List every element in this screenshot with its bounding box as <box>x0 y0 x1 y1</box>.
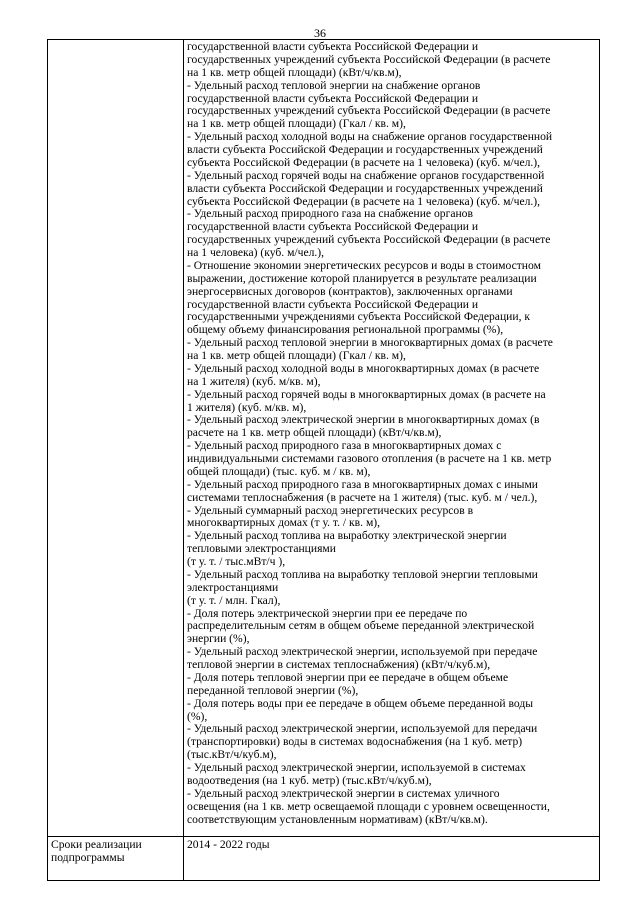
indicator-text-line: государственных учреждений субъекта Российской Федерации (в расчете <box>187 233 551 247</box>
indicator-text-line: государственной власти субъекта Российской Федерации и <box>187 40 479 53</box>
indicator-text-line: - Удельный расход тепловой энергии в многоквартирных домах (в расчете <box>187 336 553 350</box>
indicator-text-line: - Удельный расход тепловой энергии на снабжение органов <box>187 78 481 92</box>
indicator-text-line: системами теплоснабжения (в расчете на 1 жителя) (тыс. куб. м / чел.), <box>187 490 538 504</box>
indicator-text-line: - Удельный расход электрической энергии в многоквартирных домах (в <box>187 413 540 427</box>
indicator-text-line: власти субъекта Российской Федерации и государственных учреждений <box>187 143 543 156</box>
indicator-text-line: - Удельный расход холодной воды в многоквартирных домах (в расчете <box>187 361 540 375</box>
indicator-text-line: (транспортировки) воды в системах водоснабжения (на 1 куб. метр) <box>187 735 523 749</box>
indicator-text-line: (т у. т. / млн. Гкал), <box>187 593 281 607</box>
indicator-text-line: 1 жителя) (куб. м/кв. м), <box>187 400 307 414</box>
indicator-text-line: государственной власти субъекта Российской Федерации и <box>187 91 479 105</box>
indicator-text-line: субъекта Российской Федерации (в расчете на 1 человека) (куб. м/чел.), <box>187 155 541 169</box>
indicator-text-line: государственной власти субъекта Российской Федерации и <box>187 297 479 311</box>
indicator-text-line: - Удельный расход топлива на выработку тепловой энергии тепловыми <box>187 567 538 581</box>
column-divider <box>183 40 184 880</box>
indicator-text-line: (%), <box>187 709 208 723</box>
indicator-text-line: на 1 кв. метр общей площади) (Гкал / кв. м), <box>187 349 406 362</box>
indicator-text-line: на 1 кв. метр общей площади) (кВт/ч/кв.м), <box>187 65 402 79</box>
indicator-text-line: - Удельный расход электрической энергии в системах уличного <box>187 786 500 800</box>
indicator-text-line: соответствующим установленным нормативам) (кВт/ч/кв.м). <box>187 812 488 826</box>
indicator-text-line: государственными учреждениями субъекта Российской Федерации, к <box>187 310 530 324</box>
indicator-text-line: - Удельный расход природного газа в многоквартирных домах с <box>187 439 502 453</box>
indicator-text-line: субъекта Российской Федерации (в расчете на 1 человека) (куб. м/чел.), <box>187 194 541 208</box>
indicator-text-line: общему объему финансирования региональной программы (%), <box>187 323 504 337</box>
indicator-text-line: (т у. т. / тыс.мВт/ч ), <box>187 555 286 568</box>
indicator-text-line: - Доля потерь электрической энергии при ее передаче по <box>187 606 468 620</box>
indicator-text-line: энергии (%), <box>187 632 250 646</box>
indicator-text-line: водоотведения (на 1 куб. метр) (тыс.кВт/ч/куб.м), <box>187 773 432 787</box>
row-value-cell: 2014 - 2022 годы <box>187 838 270 851</box>
indicator-text-line: - Удельный расход горячей воды в многоквартирных домах (в расчете на <box>187 387 546 401</box>
page-number: 36 <box>314 26 326 40</box>
indicator-text-line: государственной власти субъекта Российской Федерации и <box>187 220 479 234</box>
indicator-text-line: тепловыми электростанциями <box>187 542 336 556</box>
indicator-text-line: распределительным сетям в общем объеме переданной электрической <box>187 619 535 633</box>
row-divider <box>48 836 599 837</box>
indicator-text-line: индивидуальными системами газового отопления (в расчете на 1 кв. метр <box>187 452 552 465</box>
indicator-text-line: (тыс.кВт/ч/куб.м), <box>187 748 277 762</box>
indicator-text-line: - Доля потерь воды при ее передаче в общем объеме переданной воды <box>187 696 534 710</box>
indicator-text-line: на 1 кв. метр общей площади) (Гкал / кв. м), <box>187 117 406 131</box>
indicator-text-line: - Удельный расход электрической энергии, используемой при передаче <box>187 645 538 659</box>
indicator-text-line: государственных учреждений субъекта Российской Федерации (в расчете <box>187 52 551 66</box>
program-table <box>47 39 600 881</box>
indicators-cell <box>187 41 599 826</box>
indicator-text-line: - Отношение экономии энергетических ресурсов и воды в стоимостном <box>187 258 541 272</box>
indicator-text-line: государственных учреждений субъекта Российской Федерации (в расчете <box>187 104 551 118</box>
indicator-text-line: - Удельный расход электрической энергии, используемой для передачи <box>187 722 538 736</box>
indicator-text-line: - Удельный расход топлива на выработку электрической энергии <box>187 529 507 543</box>
indicator-text-line: энергосервисных договоров (контрактов), заключенных органами <box>187 284 513 298</box>
indicator-text-line: - Удельный расход холодной воды на снабжение органов государственной <box>187 130 553 144</box>
indicator-text-line: переданной тепловой энергии (%), <box>187 683 359 697</box>
indicator-text-line: на 1 человека) (куб. м/чел.), <box>187 246 325 259</box>
indicator-text-line: освещения (на 1 кв. метр освещаемой площади с уровнем освещенности, <box>187 799 550 813</box>
indicator-text-line: многоквартирных домах (т у. т. / кв. м), <box>187 516 381 530</box>
indicator-text-line: власти субъекта Российской Федерации и государственных учреждений <box>187 181 543 195</box>
row-label-line: подпрограммы <box>51 850 125 864</box>
indicator-text-line: расчете на 1 кв. метр общей площади) (кВт/ч/кв.м), <box>187 426 442 440</box>
indicator-text-line: общей площади) (тыс. куб. м / кв. м), <box>187 464 371 478</box>
indicator-text-line: тепловой энергии в системах теплоснабжения) (кВт/ч/куб.м), <box>187 658 491 671</box>
indicator-text-line: - Удельный расход природного газа на снабжение органов <box>187 207 473 221</box>
indicator-text-line: электростанциями <box>187 580 279 594</box>
indicator-text-line: - Удельный суммарный расход энергетических ресурсов в <box>187 503 474 517</box>
indicator-text-line: выражении, достижение которой планируется в результате реализации <box>187 271 537 285</box>
indicator-text-line: - Удельный расход электрической энергии, используемой в системах <box>187 761 526 774</box>
row-label-cell <box>51 839 181 865</box>
indicator-text-line: - Удельный расход горячей воды на снабжение органов государственной <box>187 168 545 182</box>
indicator-text-line: на 1 жителя) (куб. м/кв. м), <box>187 374 321 388</box>
indicator-text-line: - Удельный расход природного газа в многоквартирных домах с иными <box>187 477 538 491</box>
row-label-line: Сроки реализации <box>51 838 142 851</box>
indicator-text-line: - Доля потерь тепловой энергии при ее передаче в общем объеме <box>187 670 509 684</box>
